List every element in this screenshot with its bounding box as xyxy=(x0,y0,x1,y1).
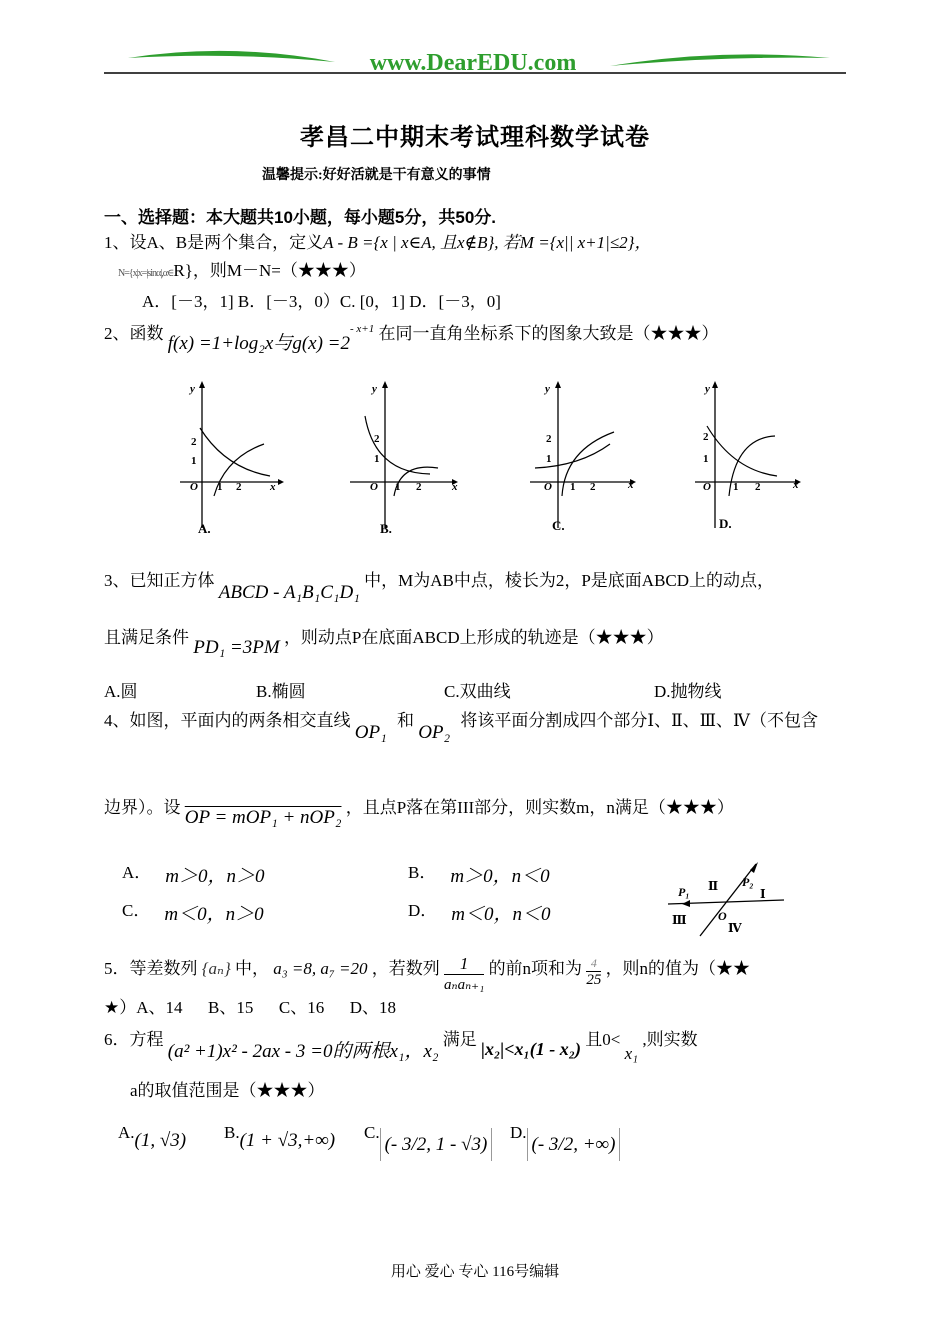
q4-fig-p1: P₁ xyxy=(678,885,690,899)
graph-a-t2: 2 xyxy=(236,481,242,493)
graph-c xyxy=(520,378,645,538)
q4-opt-b: B． m＞0，n＜0 xyxy=(408,863,550,887)
graph-c-o: O xyxy=(544,481,552,493)
q4-fig-r1: Ⅰ xyxy=(760,887,766,901)
graph-d-label: D. xyxy=(719,516,732,531)
graph-c-t1: 1 xyxy=(570,481,576,493)
graph-b-y: y xyxy=(372,383,377,395)
q1-line1: 1、设A、B是两个集合，定义A - B ={x | x∈A, 且x∉B}, 若M ={x|| x+1|≤2}， xyxy=(104,233,652,252)
q4-opt-c: C． m＜0，n＞0 xyxy=(122,901,264,925)
q1-options: A．[－3，1] B．[－3，0）C. [0，1] D．[－3，0] xyxy=(142,292,501,311)
graph-d-y1: 1 xyxy=(703,453,709,465)
graph-c-t2: 2 xyxy=(590,481,596,493)
graph-b-y2: 2 xyxy=(374,433,380,445)
q5-line2: ★）A、14 B、15 C、16 D、18 xyxy=(104,998,396,1017)
q2-line: 2、函数 f(x) =1+log₂x与$g(x) =2^{- x+1}$ 在同一直角坐标系下的图象大致是（★★★） xyxy=(104,323,719,354)
q6-opt-d: D.(- 3/2, +∞) xyxy=(510,1122,620,1144)
q3-opt-b: B.椭圆 xyxy=(256,682,306,701)
graph-a-label: A. xyxy=(198,521,211,536)
graph-d xyxy=(685,378,810,538)
graph-d-t2: 2 xyxy=(755,481,761,493)
header-banner xyxy=(0,0,950,80)
q3-opt-c: C.双曲线 xyxy=(444,682,511,701)
q6-opt-c: C.(- 3/2, 1 - √3) xyxy=(364,1122,492,1144)
q4-fig-p2: P₂ xyxy=(742,875,754,889)
graph-d-t1: 1 xyxy=(733,481,739,493)
graph-c-y: y xyxy=(545,383,550,395)
q6-opt-b: B.(1 + √3,+∞) xyxy=(224,1123,336,1151)
q4-fig-o: O xyxy=(718,909,727,923)
graph-a xyxy=(170,378,290,538)
page-footer: 用心 爱心 专心 116号编辑 xyxy=(390,1264,560,1280)
graph-a-t1: 1 xyxy=(217,481,223,493)
graph-a-y2: 2 xyxy=(191,436,197,448)
page-title: 孝昌二中期末考试理科数学试卷 xyxy=(300,125,650,151)
q3-line1: 3、已知正方体 ABCD - A₁B₁C₁D₁ 中，M为AB中点，棱长为2，P是底面ABCD上的动点， xyxy=(104,571,775,603)
q6-opt-a: A.(1, √3) xyxy=(118,1123,187,1151)
site-logo-text: www.DearEDU.com xyxy=(369,50,577,76)
q4-fig-r3: Ⅲ xyxy=(672,913,687,927)
section-heading: 一、选择题：本大题共10小题，每小题5分，共50分. xyxy=(104,208,496,227)
q3-line2: 且满足条件 PD₁ =3PM ，则动点P在底面ABCD上形成的轨迹是（★★★） xyxy=(104,628,664,658)
graph-b-y1: 1 xyxy=(374,453,380,465)
q6-line2: a的取值范围是（★★★） xyxy=(130,1081,325,1100)
graph-c-x: x xyxy=(628,479,634,491)
graph-a-x: x xyxy=(270,481,276,493)
graph-b-t1: 1 xyxy=(395,481,401,493)
q4-fig-r4: Ⅳ xyxy=(728,921,742,935)
graph-b-label: B. xyxy=(380,521,392,536)
q4-fig-r2: Ⅱ xyxy=(708,879,719,893)
graph-a-y1: 1 xyxy=(191,455,197,467)
graph-d-o: O xyxy=(703,481,711,493)
q4-line2: 边界）。设 OP = mOP₁ + nOP₂ ，且点P落在第III部分，则实数m，n满足（★★★） xyxy=(104,798,734,828)
q1-line2: N={x|x=|sinα|,α∈R}，则M－N=（★★★） xyxy=(118,261,366,280)
q4-line1: 4、如图，平面内的两条相交直线 OP₁ 和 OP₂ 将该平面分割成四个部分Ⅰ、Ⅱ、Ⅲ、Ⅳ（不包含 xyxy=(104,711,819,743)
graph-d-y2: 2 xyxy=(703,431,709,443)
tip-text: 温馨提示:好好活就是干有意义的事情 xyxy=(262,168,491,183)
graph-a-y: y xyxy=(190,383,195,395)
graph-a-o: O xyxy=(190,481,198,493)
graph-c-y1: 1 xyxy=(546,453,552,465)
graph-b-t2: 2 xyxy=(416,481,422,493)
q6-line1: 6．方程 (a² +1)x² - 2ax - 3 =0的两根x₁，x₂ 满足 |x₂|<x₁(1 - x₂) 且0< x₁ ,则实数 xyxy=(104,1030,698,1063)
q5-line1: 5．等差数列 {aₙ} 中， a₃ =8, a₇ =20 ，若数列 1 aₙaₙ₊₁ 的前n项和为 4 25 ，则n的值为（★★ xyxy=(104,954,751,993)
q3-opt-a: A.圆 xyxy=(104,682,138,701)
graph-b-x: x xyxy=(452,481,458,493)
graph-d-x: x xyxy=(793,479,799,491)
graph-d-y: y xyxy=(705,383,710,395)
graph-c-y2: 2 xyxy=(546,433,552,445)
q4-opt-a: A． m＞0，n＞0 xyxy=(122,863,265,887)
q4-figure xyxy=(660,860,810,940)
graph-b xyxy=(340,378,465,538)
q4-opt-d: D． m＜0，n＜0 xyxy=(408,901,551,925)
graph-c-label: C. xyxy=(552,518,565,533)
q3-opt-d: D.抛物线 xyxy=(654,682,722,701)
graph-b-o: O xyxy=(370,481,378,493)
